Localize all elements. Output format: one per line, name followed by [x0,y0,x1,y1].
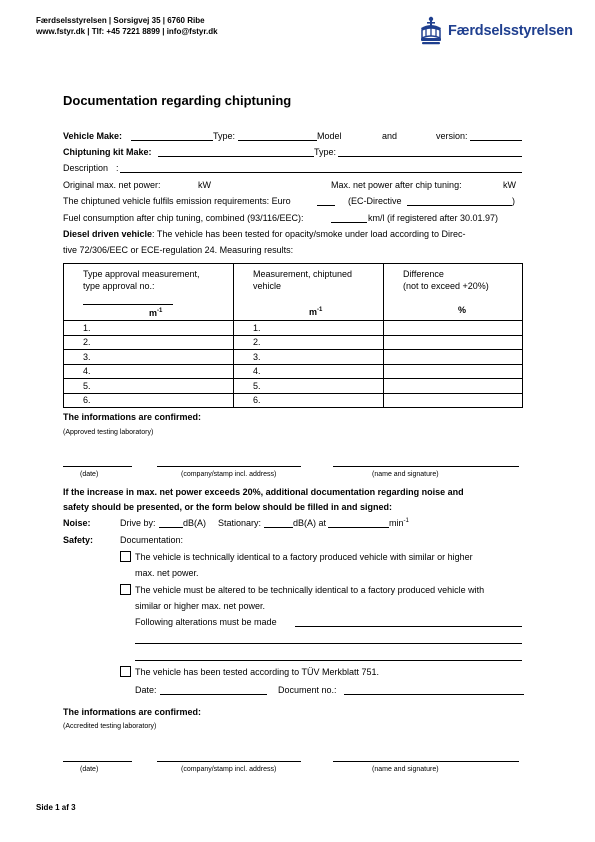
col2-header-line1: Measurement, chiptuned [253,269,353,279]
euro-field[interactable] [317,205,335,206]
version-label: version: [436,131,468,141]
kw-unit-1: kW [198,180,211,190]
stationary-label: Stationary: [218,518,262,528]
cell-measurement[interactable]: 2. [234,335,384,350]
alterations-label: Following alterations must be made [135,617,277,627]
kit-type-label: Type: [314,147,337,157]
noise-label: Noise: [63,518,91,528]
logo [418,14,578,50]
table-row [64,350,523,365]
crown-icon [418,16,444,48]
kw-unit-2: kW [503,180,516,190]
rpm-field[interactable] [328,527,389,528]
alterations-field-2[interactable] [135,643,522,644]
page-title: Documentation regarding chiptuning [63,93,292,108]
cell-difference[interactable] [384,393,523,408]
cell-measurement[interactable]: 1. [234,321,384,336]
documentation-label: Documentation: [120,535,184,545]
cell-difference[interactable] [384,379,523,394]
ec-directive-field[interactable] [407,205,512,206]
alterations-field-3[interactable] [135,660,522,661]
orig-power-label: Original max. net power: [63,180,161,190]
cell-type-approval[interactable]: 6. [64,393,234,408]
cell-measurement[interactable]: 3. [234,350,384,365]
col3-header-line2: (not to exceed +20%) [403,281,489,291]
cell-type-approval[interactable]: 5. [64,379,234,394]
increase-line2: safety should be presented, or the form below should be filled in and signed: [63,502,393,512]
cell-type-approval[interactable]: 1. [64,321,234,336]
header-address: Færdselsstyrelsen | Sorsigvej 35 | 6760 Ribe [36,16,205,25]
type-label: Type: [213,131,236,141]
confirm1-name-caption: (name and signature) [372,471,439,478]
drive-by-label: Drive by: [120,518,156,528]
diesel-rest: : The vehicle has been tested for opacity/smoke under load according to Direc- [152,229,466,239]
col1-header-line1: Type approval measurement, [83,269,200,279]
diesel-bold: Diesel driven vehicle [63,229,153,239]
option2-checkbox[interactable] [120,584,131,595]
col1-header-line2: type approval no.: [83,281,155,291]
max-power-label: Max. net power after chip tuning: [331,180,462,190]
confirm2-name-caption: (name and signature) [372,766,439,773]
confirm1-title: The informations are confirmed: [63,412,202,422]
col1-header [64,264,234,321]
confirm1-date-caption: (date) [80,471,99,478]
cell-measurement[interactable]: 5. [234,379,384,394]
logo-text: Færdselsstyrelsen [448,23,573,39]
page-number: Side 1 af 3 [36,803,76,812]
option2-line2: similar or higher max. net power. [135,601,266,611]
test-date-field[interactable] [160,694,267,695]
document-no-label: Document no.: [278,685,337,695]
option1-line2: max. net power. [135,568,199,578]
version-field[interactable] [470,140,522,141]
confirm2-title: The informations are confirmed: [63,707,202,717]
confirm1-date-line[interactable] [63,466,132,467]
type-approval-no-field[interactable] [83,292,173,305]
confirm1-company-line[interactable] [157,466,301,467]
cell-difference[interactable] [384,350,523,365]
option2-line1: The vehicle must be altered to be technically identical to a factory produced vehicle with [135,585,485,595]
test-date-label: Date: [135,685,157,695]
option3-text: The vehicle has been tested according to TÜV Merkblatt 751. [135,667,379,677]
confirm2-subtitle: (Accredited testing laboratory) [63,723,157,730]
col3-header-line1: Difference [403,269,444,279]
diesel-text [63,229,466,239]
table-row [64,321,523,336]
dba-unit-2: dB(A) at [293,518,327,528]
safety-label: Safety: [63,535,94,545]
emission-label: The chiptuned vehicle fulfils emission requirements: Euro [63,196,291,206]
col3-header [384,264,523,321]
kit-type-field[interactable] [338,156,522,157]
confirm1-name-line[interactable] [333,466,519,467]
table-header-row [64,264,523,321]
cell-measurement[interactable]: 4. [234,364,384,379]
vehicle-make-field[interactable] [131,140,213,141]
col3-unit: % [458,305,467,315]
description-field[interactable] [120,172,522,173]
table-row [64,379,523,394]
document-no-field[interactable] [344,694,524,695]
diesel-line2: tive 72/306/EEC or ECE-regulation 24. Measuring results: [63,245,294,255]
min-unit: $\min^{-1}$ [389,518,409,528]
header-contact: www.fstyr.dk | Tlf: +45 7221 8899 | info@fstyr.dk [36,27,218,36]
type-field[interactable] [238,140,317,141]
option3-checkbox[interactable] [120,666,131,677]
ec-directive-label: (EC-Directive [348,196,402,206]
table-row [64,335,523,350]
alterations-field-1[interactable] [295,626,522,627]
table-row [64,364,523,379]
measurement-table [63,263,523,408]
model-label: Model [317,131,342,141]
kit-make-label: Chiptuning kit Make: [63,147,152,157]
stationary-field[interactable] [264,527,293,528]
fuel-field[interactable] [331,222,367,223]
cell-type-approval[interactable]: 2. [64,335,234,350]
kit-make-field[interactable] [158,156,314,157]
confirm2-company-line[interactable] [157,761,301,762]
confirm2-name-line[interactable] [333,761,519,762]
table-row [64,393,523,408]
cell-difference[interactable] [384,321,523,336]
vehicle-make-label: Vehicle Make: [63,131,123,141]
description-colon: : [116,163,119,173]
cell-type-approval[interactable]: 3. [64,350,234,365]
confirm2-date-caption: (date) [80,766,99,773]
confirm1-subtitle: (Approved testing laboratory) [63,429,154,436]
cell-type-approval[interactable]: 4. [64,364,234,379]
col2-header-line2: vehicle [253,281,282,291]
drive-by-field[interactable] [159,527,183,528]
col2-unit: $m^{-1}$ [309,307,323,317]
confirm2-date-line[interactable] [63,761,132,762]
col2-header [234,264,384,321]
fuel-label: Fuel consumption after chip tuning, combined (93/116/EEC): [63,213,304,223]
option1-line1: The vehicle is technically identical to a factory produced vehicle with similar or higher [135,552,473,562]
col1-unit: $m^{-1}$ [149,308,163,318]
and-label: and [382,131,398,141]
fuel-unit: km/l (if registered after 30.01.97) [368,213,499,223]
increase-line1: If the increase in max. net power exceeds 20%, additional documentation regarding noise and [63,487,464,497]
confirm2-company-caption: (company/stamp incl. address) [181,766,277,773]
dba-unit-1: dB(A) [183,518,207,528]
option1-checkbox[interactable] [120,551,131,562]
cell-difference[interactable] [384,335,523,350]
cell-difference[interactable] [384,364,523,379]
cell-measurement[interactable]: 6. [234,393,384,408]
confirm1-company-caption: (company/stamp incl. address) [181,471,277,478]
description-label: Description [63,163,109,173]
ec-close: ) [512,196,515,206]
